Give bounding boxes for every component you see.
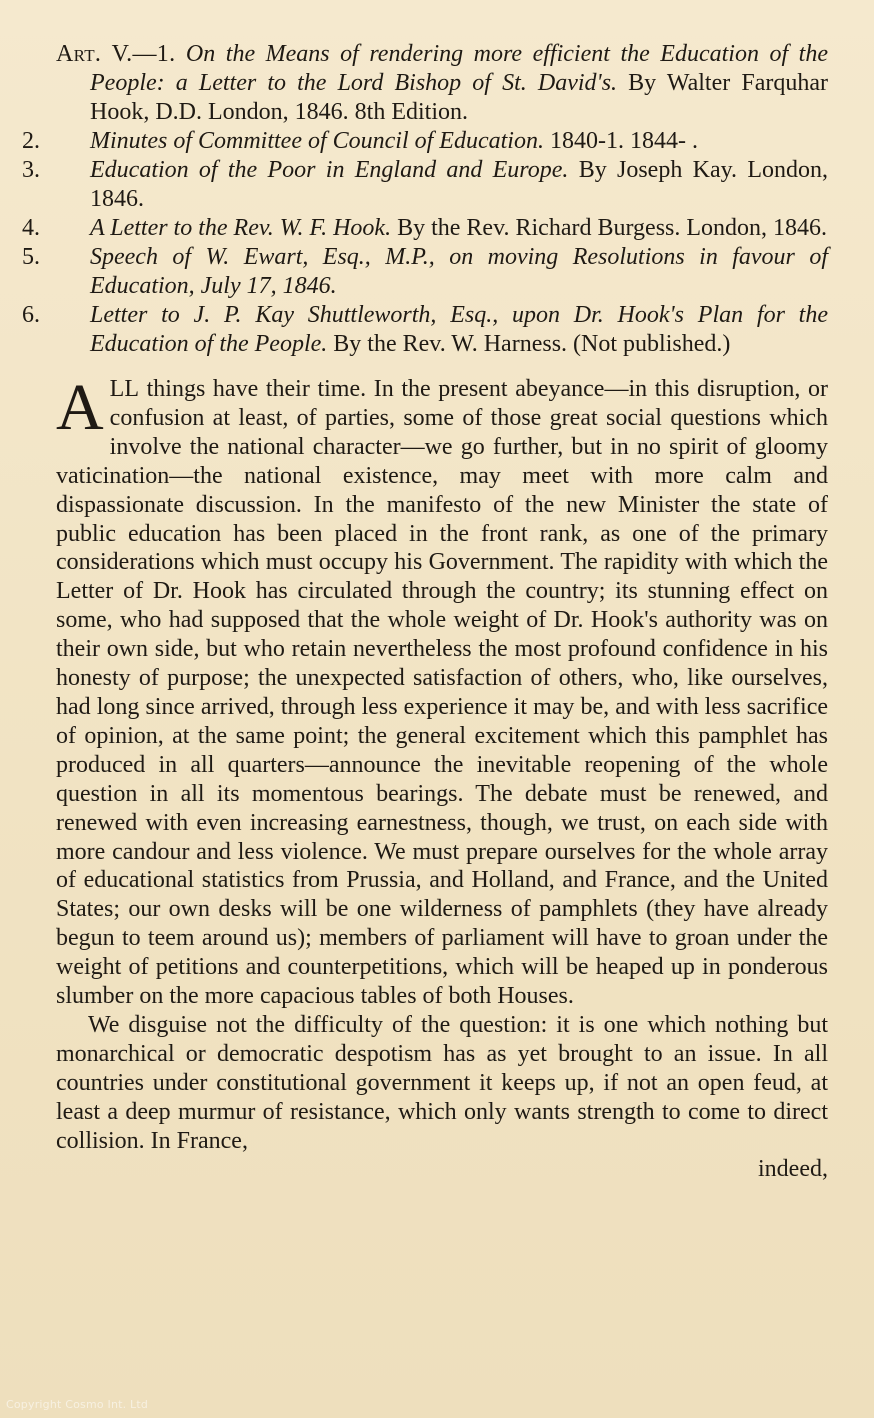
reference-title: On the Means of rendering more efficient the Education of the People: a Letter to the Lord Bishop of St. David's.: [90, 41, 829, 96]
reference-title: Minutes of Committee of Council of Education.: [90, 128, 544, 154]
reference-item-5: [22, 243, 828, 301]
reference-list: [22, 40, 829, 359]
reference-number: 5.: [22, 244, 40, 270]
reference-detail: By Walter Farquhar Hook, D.D. London, 1846. 8th Edition.: [90, 70, 829, 125]
paragraph-1-text: things have their time. In the present abeyance—in this disruption, or confusion at least, of parties, some of those great social questions which involve the national character—we go further, but in no spirit of gloomy vaticination—the national existence, may meet with more calm and dispassionate discussion. In the manifesto of the new Minister the state of public education has been placed in the front rank, as one of the primary considerations which must occupy his Government. The rapidity with which the Letter of Dr. Hook has circulated through the country; its stunning effect on some, who had supposed that the whole weight of Dr. Hook's authority was on their own side, but who retain nevertheless the most profound confidence in his honesty of purpose; the unexpected satisfaction of others, who, like ourselves, had long since arrived, through less experience it may be, and with less sacrifice of opinion, at the same point; the general excitement which this pamphlet has produced in all quarters—announce the inevitable reopening of the whole question in all its momentous bearings. The debate must be renewed, and renewed with even increasing earnestness, though, we trust, on each side with more candour and less violence. We must prepare ourselves for the whole array of educational statistics from Prussia, and Holland, and France, and the United States; our own desks will be one wilderness of pamphlets (they have already begun to teem around us); members of parliament will have to groan under the weight of petitions and counterpetitions, which will be heaped up in ponderous slumber on the more capacious tables of both Houses.: [56, 376, 828, 1010]
reference-detail: By the Rev. W. Harness. (Not published.): [333, 331, 731, 357]
page-content: [22, 40, 829, 1184]
reference-number: 2.: [22, 128, 40, 154]
reference-detail: By the Rev. Richard Burgess. London, 1846.: [397, 215, 828, 241]
reference-item-6: [22, 301, 828, 359]
reference-detail: 1840-1. 1844- .: [549, 128, 698, 154]
paragraph-2: [56, 1011, 828, 1184]
catchword: indeed,: [758, 1156, 828, 1183]
reference-detail: By Joseph Kay. London, 1846.: [90, 157, 828, 212]
reference-number: 6.: [22, 302, 40, 328]
article-body: [56, 371, 828, 1184]
first-word-small-caps: LL: [109, 376, 139, 402]
reference-item-3: [22, 156, 828, 214]
reference-number: 4.: [22, 215, 40, 241]
reference-title: Speech of W. Ewart, Esq., M.P., on moving Resolutions in favour of Education, July 17, 1846.: [90, 244, 828, 299]
reference-title: Letter to J. P. Kay Shuttleworth, Esq., upon Dr. Hook's Plan for the Education of the People.: [90, 302, 828, 357]
reference-item-4: [22, 214, 828, 243]
reference-title: Education of the Poor in England and Europe.: [90, 157, 569, 183]
paragraph-1: [56, 371, 828, 1011]
article-number: Art. V.—1.: [56, 41, 176, 67]
reference-number: 3.: [22, 157, 40, 183]
drop-cap: A: [56, 371, 104, 444]
reference-title: A Letter to the Rev. W. F. Hook.: [90, 215, 392, 241]
reference-item-1: [56, 40, 828, 127]
copyright-watermark: Copyright Cosmo Int. Ltd: [6, 1398, 149, 1411]
reference-item-2: [22, 127, 828, 156]
paragraph-2-text: We disguise not the difficulty of the question: it is one which nothing but monarchical or democratic despotism has as yet brought to an issue. In all countries under constitutional government it keeps up, if not an open feud, at least a deep murmur of resistance, which only wants strength to come to direct collision. In France,: [56, 1011, 828, 1154]
